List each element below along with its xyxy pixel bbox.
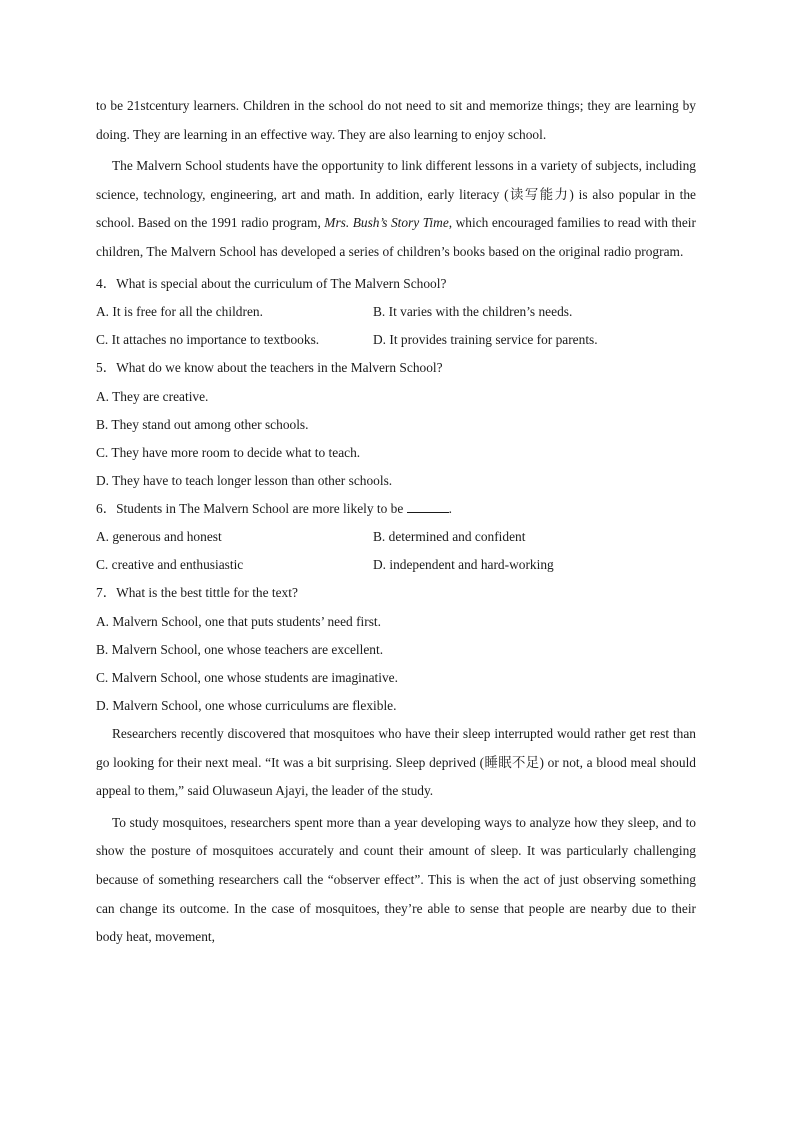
passage1-paragraph-1: to be 21stcentury learners. Children in the school do not need to sit and memorize things; they are learning by doing. They are learning in an effective way. They are also learning to enjoy school. xyxy=(96,98,696,142)
option-d: D. Malvern School, one whose curriculums are flexible. xyxy=(96,697,397,713)
option-b: B. They stand out among other schools. xyxy=(96,416,309,432)
option-b: B. determined and confident xyxy=(373,529,526,545)
question-4 xyxy=(96,270,696,355)
passage1-paragraph-2-text: The Malvern School students have the opportunity to link different lessons in a variety of subjects, including science, technology, engineering, art and math. In addition, early literacy (读写能力) is also popular in the school. Based on the 1991 radio program, xyxy=(96,158,696,231)
option-c: C. It attaches no importance to textbooks. xyxy=(96,332,320,348)
answer-blank xyxy=(407,500,449,513)
question-stem: 4．What is special about the curriculum of The Malvern School? xyxy=(96,275,447,291)
question-stem xyxy=(96,495,696,524)
option-d: D. It provides training service for parents. xyxy=(373,332,598,348)
question-stem: 7．What is the best tittle for the text? xyxy=(96,585,298,601)
option-b: B. It varies with the children’s needs. xyxy=(373,304,573,320)
option-c: C. They have more room to decide what to teach. xyxy=(96,444,361,460)
option-a: A. It is free for all the children. xyxy=(96,304,263,320)
question-7 xyxy=(96,579,696,720)
option-d: D. They have to teach longer lesson than other schools. xyxy=(96,472,393,488)
option-a: A. They are creative. xyxy=(96,388,209,404)
passage1-paragraph-2 xyxy=(96,152,696,266)
program-title: Mrs. Bush’s Story Time xyxy=(324,215,449,231)
option-a: A. generous and honest xyxy=(96,529,222,545)
option-grid xyxy=(96,298,696,354)
passage1-paragraph-2-text-end: , which encouraged families to read with their children, The Malvern School has developed a series of children’s books based on the original radio program. xyxy=(96,215,696,259)
option-b: B. Malvern School, one whose teachers are excellent. xyxy=(96,641,384,657)
question-stem: 5．What do we know about the teachers in the Malvern School? xyxy=(96,360,443,376)
question-stem-end: . xyxy=(448,500,453,516)
option-grid xyxy=(96,523,696,579)
passage2-paragraph-2: To study mosquitoes, researchers spent more than a year developing ways to analyze how they sleep, and to show the posture of mosquitoes accurately and count their amount of sleep. It was particularly challenging because of something researchers call the “observer effect”. This is when the act of just observing something can change its outcome. In the case of mosquitoes, they’re able to sense that people are nearby due to their body heat, movement, xyxy=(96,814,696,945)
question-stem-text: 6．Students in The Malvern School are more likely to be xyxy=(96,500,404,516)
question-6 xyxy=(96,495,696,580)
option-c: C. creative and enthusiastic xyxy=(96,557,244,573)
option-a: A. Malvern School, one that puts students’ need first. xyxy=(96,613,381,629)
option-d: D. independent and hard-working xyxy=(373,557,554,573)
passage2-paragraph-1: Researchers recently discovered that mosquitoes who have their sleep interrupted would rather get rest than go looking for their next meal. “It was a bit surprising. Sleep deprived (睡眠不足) or not, a blood meal should appeal to them,” said Oluwaseun Ajayi, the leader of the study. xyxy=(96,725,696,799)
document-page xyxy=(96,92,696,955)
option-c: C. Malvern School, one whose students are imaginative. xyxy=(96,669,398,685)
question-5 xyxy=(96,354,696,495)
